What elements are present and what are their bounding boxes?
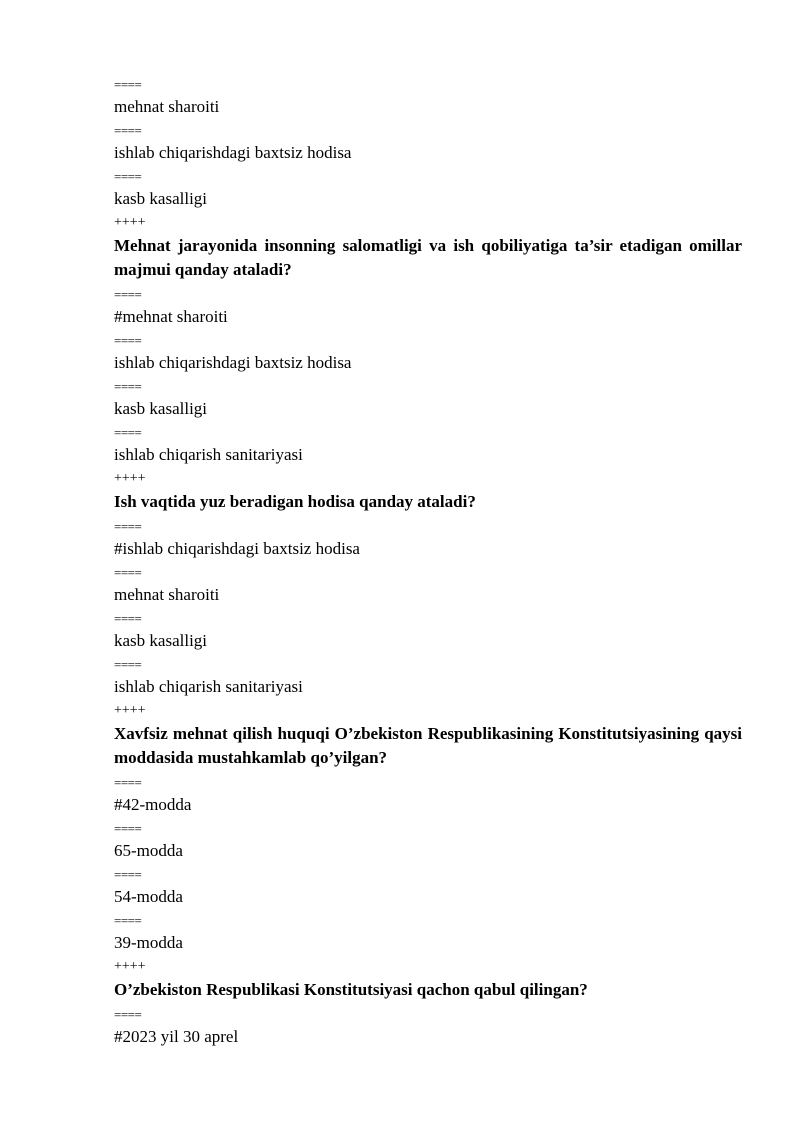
separator-line: ==== — [114, 519, 142, 534]
question-separator: ++++ — [114, 471, 146, 486]
separator-line: ==== — [114, 913, 142, 928]
question-text: Xavfsiz mehnat qilish huquqi O’zbekiston Respublikasining Konstitutsiyasining qaysi moddasida mustahkamlab qo’yilgan? — [114, 724, 742, 767]
question-text: Ish vaqtida yuz beradigan hodisa qanday ataladi? — [114, 492, 476, 511]
answer-option: ishlab chiqarishdagi baxtsiz hodisa — [114, 353, 352, 372]
document-body — [114, 72, 742, 1048]
question-text: O’zbekiston Respublikasi Konstitutsiyasi qachon qabul qilingan? — [114, 980, 588, 999]
answer-option: ishlab chiqarish sanitariyasi — [114, 445, 303, 464]
separator-line: ==== — [114, 425, 142, 440]
answer-option: #ishlab chiqarishdagi baxtsiz hodisa — [114, 539, 360, 558]
answer-option: ishlab chiqarishdagi baxtsiz hodisa — [114, 143, 352, 162]
question-text: Mehnat jarayonida insonning salomatligi va ish qobiliyatiga ta’sir etadigan omillar majmui qanday ataladi? — [114, 236, 742, 279]
answer-option: 65-modda — [114, 841, 183, 860]
answer-option: #42-modda — [114, 795, 192, 814]
answer-option: 39-modda — [114, 933, 183, 952]
answer-option: mehnat sharoiti — [114, 585, 220, 604]
separator-line: ==== — [114, 565, 142, 580]
separator-line: ==== — [114, 821, 142, 836]
separator-line: ==== — [114, 379, 142, 394]
separator-line: ==== — [114, 1007, 142, 1022]
separator-line: ==== — [114, 77, 142, 92]
answer-option: #2023 yil 30 aprel — [114, 1027, 239, 1046]
separator-line: ==== — [114, 287, 142, 302]
answer-option: 54-modda — [114, 887, 183, 906]
question-separator: ++++ — [114, 215, 146, 230]
answer-option: kasb kasalligi — [114, 399, 208, 418]
separator-line: ==== — [114, 867, 142, 882]
answer-option: #mehnat sharoiti — [114, 307, 228, 326]
answer-option: kasb kasalligi — [114, 189, 208, 208]
question-separator: ++++ — [114, 959, 146, 974]
separator-line: ==== — [114, 169, 142, 184]
separator-line: ==== — [114, 333, 142, 348]
answer-option: kasb kasalligi — [114, 631, 208, 650]
question-separator: ++++ — [114, 703, 146, 718]
separator-line: ==== — [114, 775, 142, 790]
answer-option: mehnat sharoiti — [114, 97, 220, 116]
separator-line: ==== — [114, 611, 142, 626]
separator-line: ==== — [114, 657, 142, 672]
answer-option: ishlab chiqarish sanitariyasi — [114, 677, 303, 696]
separator-line: ==== — [114, 123, 142, 138]
